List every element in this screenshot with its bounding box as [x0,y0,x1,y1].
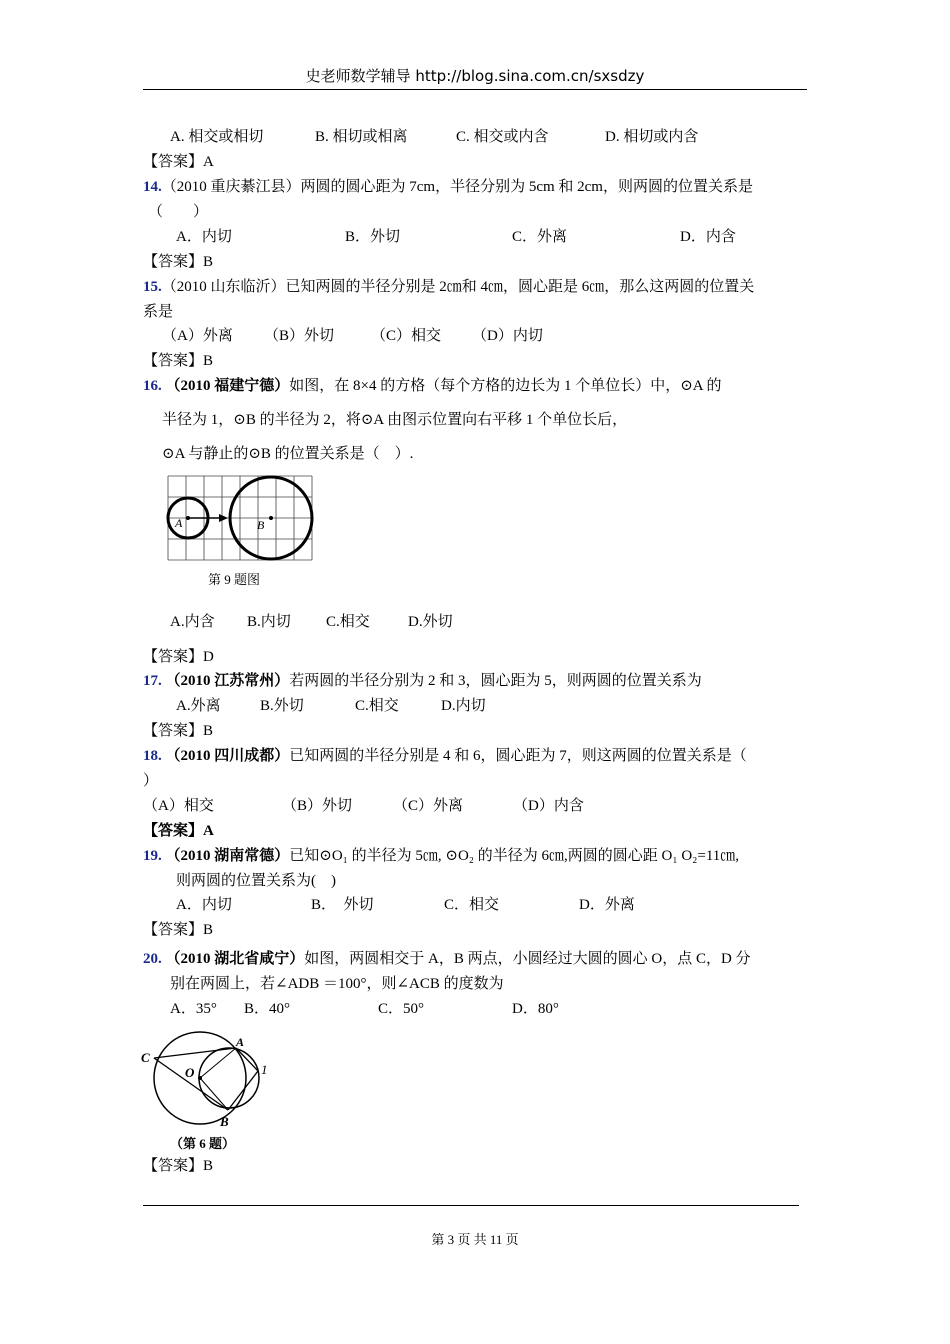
q20-number: 20. [143,951,162,967]
q18-option-b: （B）外切 [282,798,353,814]
label-b: B [220,1114,229,1129]
q13-option-b: B. 相切或相离 [315,129,408,145]
label-a: A [175,516,183,530]
q14-line1 [143,177,753,197]
q17-text: 若两圆的半径分别为 2 和 3，圆心距为 5，则两圆的位置关系为 [289,673,702,689]
q19-option-c: C．相交 [444,897,500,913]
q13-option-c: C. 相交或内含 [456,129,549,145]
q17-option-c: C.相交 [355,698,399,714]
q15-line1 [143,277,754,297]
q14-option-b: B．外切 [345,229,401,245]
q18-line1 [143,746,747,766]
footer-rule [143,1205,799,1206]
q16-option-c: C.相交 [326,614,370,630]
q18-source: （2010 四川成都） [165,748,290,764]
q16-line3: ⊙A 与静止的⊙B 的位置关系是（ ）. [162,446,414,462]
page-footer: 第 3 页 共 11 页 [431,1232,519,1247]
q18-number: 18. [143,748,162,764]
q16-source: （2010 福建宁德） [165,378,290,394]
q20-figure-caption: （第 6 题） [170,1136,236,1151]
q18-line2: ） [143,773,159,789]
q14-answer: 【答案】B [143,254,214,270]
q18-option-d: （D）内含 [513,798,584,814]
q19-text: 已知⊙O₁ 的半径为 5㎝, ⊙O₂ 的半径为 6㎝,两圆的圆心距 O₁ O₂=11㎝, [289,848,740,864]
label-1: 1 [261,1062,268,1077]
q17-option-a: A.外离 [176,698,221,714]
center-b-dot [269,516,273,520]
q20-line1 [143,949,751,969]
q15-option-b: （B）外切 [264,328,335,344]
q19-line2: 则两圆的位置关系为( ) [176,873,336,889]
q15-option-a: （A）外离 [162,328,233,344]
q15-answer: 【答案】B [143,353,214,369]
small-circle [199,1048,259,1108]
q16-figure-caption: 第 9 题图 [208,572,261,587]
label-a: A [236,1035,245,1049]
q16-number: 16. [143,378,162,394]
q15-text: （2010 山东临沂）已知两圆的半径分别是 2㎝和 4㎝，圆心距是 6㎝，那么这两圆的位置关 [161,279,755,295]
q14-option-c: C．外离 [512,229,568,245]
q13-option-a: A. 相交或相切 [170,129,264,145]
label-o: O [185,1065,195,1080]
q20-option-a: A．35° [170,1001,217,1017]
q16-option-b: B.内切 [247,614,291,630]
q19-option-b: B． 外切 [311,897,374,913]
q20-circles-figure [138,1030,278,1130]
q16-line1 [143,376,722,396]
q14-number: 14. [143,179,162,195]
q14-option-d: D．内含 [680,229,736,245]
q19-source: （2010 湖南常德） [165,848,290,864]
q17-answer: 【答案】B [143,723,214,739]
q15-option-c: （C）相交 [371,328,442,344]
q16-text: 如图，在 8×4 的方格（每个方格的边长为 1 个单位长）中，⊙A 的 [289,378,722,394]
q15-option-d: （D）内切 [472,328,543,344]
q17-option-b: B.外切 [260,698,304,714]
q18-option-c: （C）外离 [393,798,464,814]
q20-option-b: B．40° [244,1001,291,1017]
q17-option-d: D.内切 [441,698,486,714]
q20-line2: 别在两圆上，若∠ADB ＝100°，则∠ACB 的度数为 [170,976,504,992]
q13-answer: 【答案】A [143,154,214,170]
q19-option-a: A．内切 [176,897,232,913]
q18-text: 已知两圆的半径分别是 4 和 6，圆心距为 7，则这两圆的位置关系是（ [289,748,747,764]
q19-option-d: D．外离 [579,897,635,913]
label-b: B [257,518,265,532]
q16-answer: 【答案】D [143,649,214,665]
q13-option-d: D. 相切或内含 [605,129,699,145]
page-header: 史老师数学辅导 http://blog.sina.com.cn/sxsdzy [305,67,645,85]
q18-answer: 【答案】A [143,823,214,839]
center-o-dot [198,1076,202,1080]
q17-line1 [143,671,702,691]
q20-source: （2010 湖北省咸宁） [165,951,305,967]
q14-line2: （ ） [148,204,209,220]
q19-answer: 【答案】B [143,922,214,938]
q17-source: （2010 江苏常州） [165,673,290,689]
q19-line1 [143,846,739,866]
q16-option-d: D.外切 [408,614,453,630]
q18-option-a: （A）相交 [143,798,214,814]
q17-number: 17. [143,673,162,689]
q19-number: 19. [143,848,162,864]
arrow-head-icon [219,514,228,522]
q16-line2: 半径为 1，⊙B 的半径为 2，将⊙A 由图示位置向右平移 1 个单位长后， [162,412,628,428]
q15-line2: 系是 [143,304,174,320]
q15-number: 15. [143,279,162,295]
q14-option-a: A．内切 [176,229,232,245]
q20-text: 如图，两圆相交于 A，B 两点，小圆经过大圆的圆心 O，点 C，D 分 [304,951,751,967]
header-rule [143,89,807,90]
label-c: C [141,1050,150,1065]
q20-answer: 【答案】B [143,1158,214,1174]
q16-option-a: A.内含 [170,614,215,630]
q16-grid-figure [166,474,316,564]
q14-text: （2010 重庆綦江县）两圆的圆心距为 7cm，半径分别为 5cm 和 2cm，则两圆的位置关系是 [161,179,753,195]
q20-option-c: C．50° [378,1001,425,1017]
center-a-dot [186,516,190,520]
q20-option-d: D．80° [512,1001,559,1017]
